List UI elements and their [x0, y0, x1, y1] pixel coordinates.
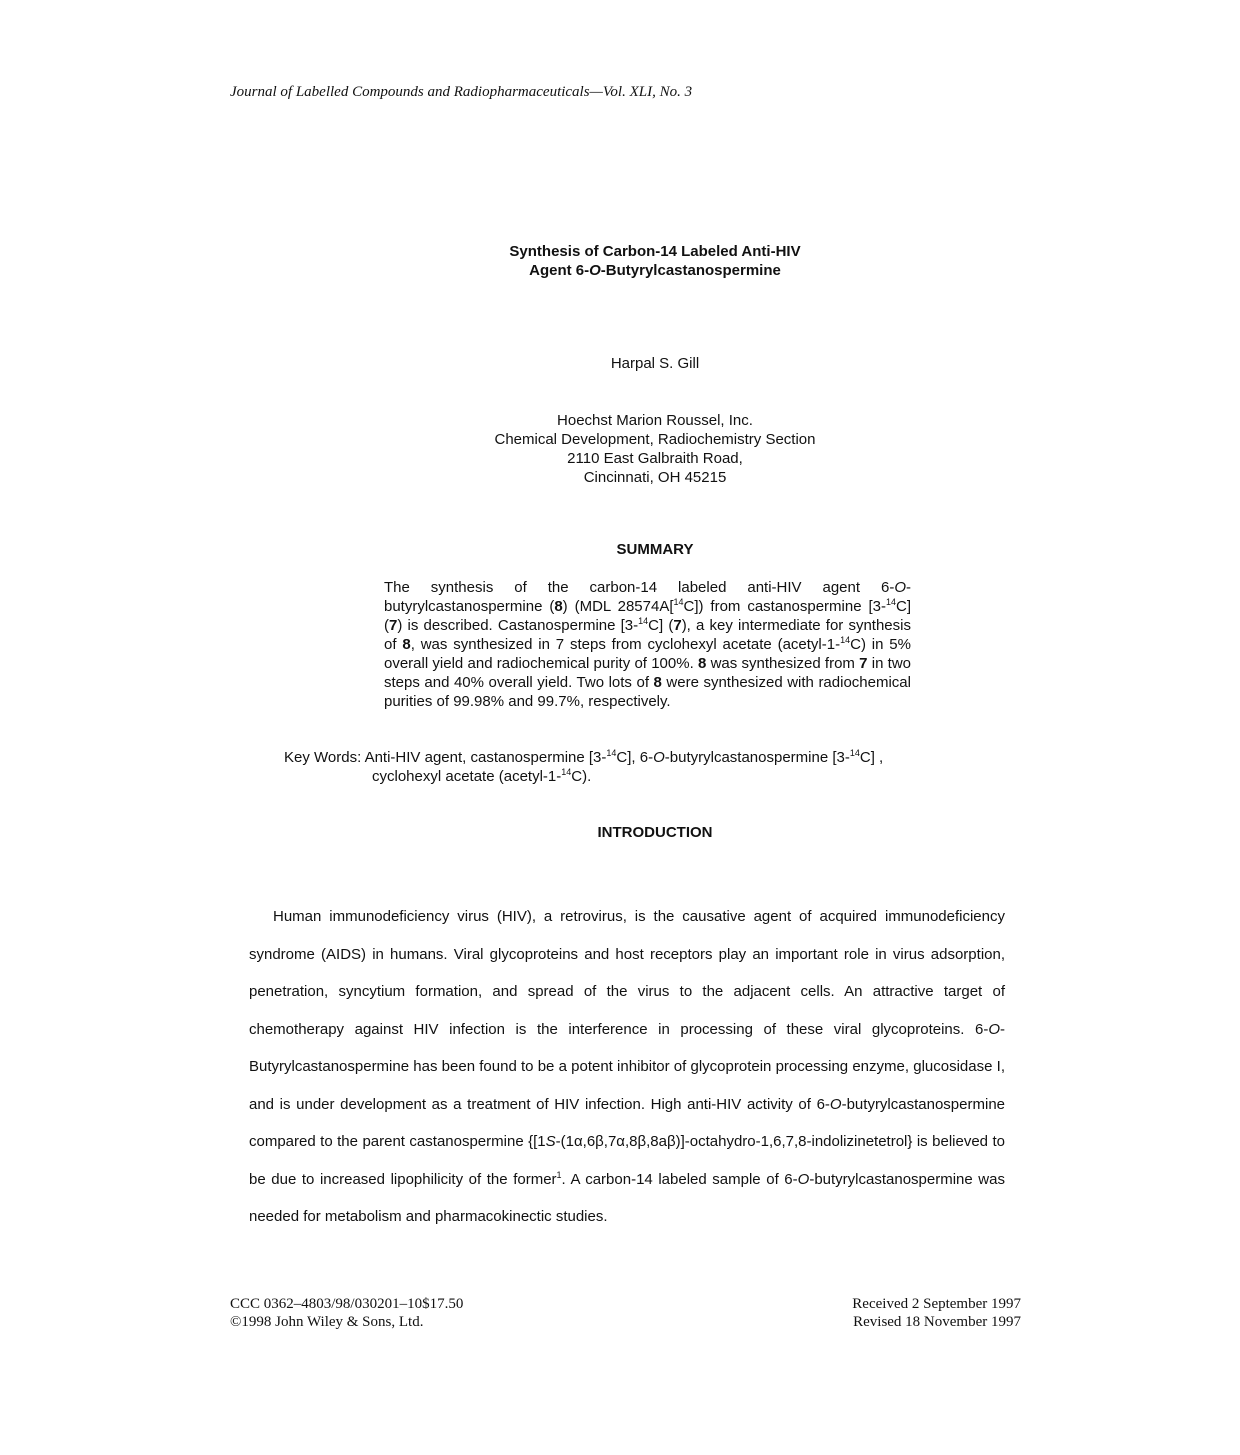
keywords-line-2: cyclohexyl acetate (acetyl-1-$^{14}$C). — [372, 767, 592, 785]
affiliation-line-4: Cincinnati, OH 45215 — [583, 469, 727, 486]
summary-paragraph: The synthesis of the carbon-14 labeled anti-HIV agent 6-O-butyrylcastanospermine (8) (MDL 28574A[$^{14}$C]) from castanospermine [3-$^{14}$C] (7) is described. Castanospermine [3-$^{14}$C] (7), a key intermediate for synthesis of 8, was synthesized in 7 steps from cyclohexyl acetate (acetyl-1-$^{14}$C) in 5% overall yield and radiochemical purity of 100%. 8 was synthesized from 7 in two steps and 40% overall yield. Two lots of 8 were synthesized with radiochemical purities of 99.98% and 99.7%, respectively. — [384, 579, 912, 710]
ccc-code: CCC 0362–4803/98/030201–10$17.50 — [230, 1296, 464, 1312]
introduction-heading: INTRODUCTION — [597, 824, 713, 841]
summary-heading: SUMMARY — [616, 541, 694, 558]
affiliation — [0, 411, 1240, 487]
introduction-paragraph: Human immunodeficiency virus (HIV), a retrovirus, is the causative agent of acquired immunodeficiency syndrome (AIDS) in humans. Viral glycoproteins and host receptors play an important role in virus adsorption, penetration, syncytium formation, and spread of the virus to the adjacent cells. An attractive target of chemotherapy against HIV infection is the interference in processing of these viral glycoproteins. 6-O-Butyrylcastanospermine has been found to be a potent inhibitor of glycoprotein processing enzyme, glucosidase I, and is under development as a treatment of HIV infection. High anti-HIV activity of 6-O-butyrylcastanospermine compared to the parent castanospermine {[1S-(1α,6β,7α,8β,8aβ)]-octahydro-1,6,7,8-indolizinetetrol} is believed to be due to increased lipophilicity of the former$^1$. A carbon-14 labeled sample of 6-O-butyrylcastanospermine was needed for metabolism and pharmacokinectic studies. — [249, 908, 1005, 1225]
footer-right — [852, 1295, 1021, 1331]
title-line-1: Synthesis of Carbon-14 Labeled Anti-HIV — [509, 243, 801, 260]
copyright: ©1998 John Wiley & Sons, Ltd. — [230, 1314, 424, 1330]
affiliation-line-3: 2110 East Galbraith Road, — [567, 450, 743, 467]
revised-date: Revised 18 November 1997 — [853, 1314, 1021, 1330]
affiliation-line-2: Chemical Development, Radiochemistry Section — [494, 431, 816, 448]
journal-header: Journal of Labelled Compounds and Radiopharmaceuticals—Vol. XLI, No. 3 — [230, 84, 693, 100]
received-date: Received 2 September 1997 — [852, 1296, 1021, 1312]
title-line-2: Agent 6-O-Butyrylcastanospermine — [529, 262, 781, 279]
author-name: Harpal S. Gill — [610, 355, 700, 372]
paper-title — [0, 242, 1240, 280]
keywords — [284, 748, 883, 786]
footer-left — [230, 1295, 463, 1331]
keywords-label: Key Words: — [284, 749, 362, 766]
keywords-line-1: Key Words: Anti-HIV agent, castanospermine [3-$^{14}$C], 6-O-butyrylcastanospermine [3-$^{14}$C] , — [284, 748, 884, 766]
affiliation-line-1: Hoechst Marion Roussel, Inc. — [557, 412, 753, 429]
